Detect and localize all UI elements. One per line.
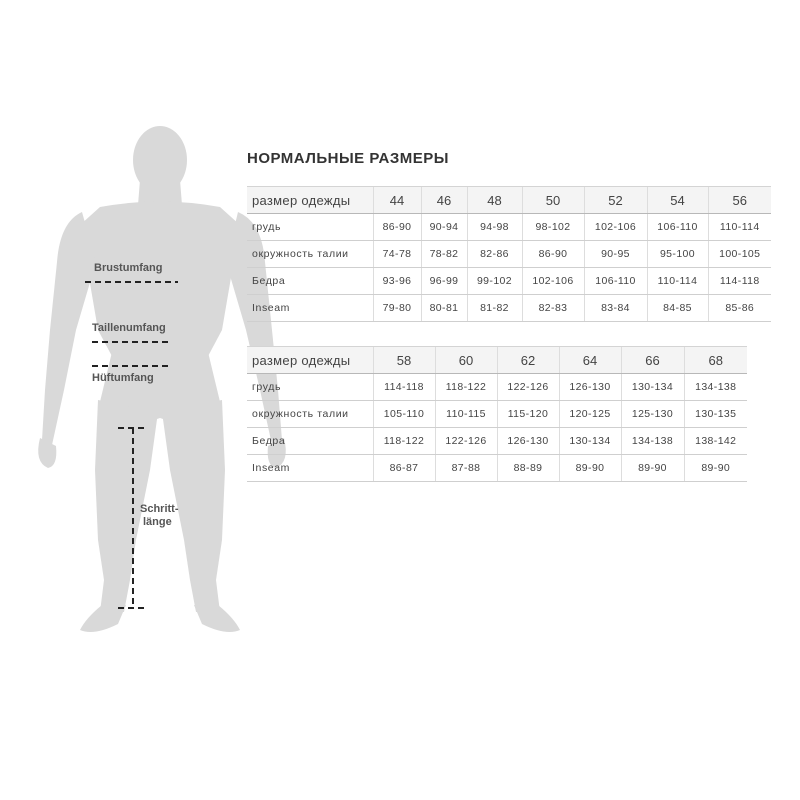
row-label: Inseam bbox=[247, 295, 373, 322]
value-cell: 102-106 bbox=[584, 214, 647, 241]
value-cell: 130-134 bbox=[559, 428, 621, 455]
value-cell: 79-80 bbox=[373, 295, 421, 322]
value-cell: 78-82 bbox=[421, 241, 467, 268]
value-cell: 125-130 bbox=[621, 401, 684, 428]
table-row bbox=[247, 268, 771, 295]
table-row bbox=[247, 187, 771, 214]
value-cell: 87-88 bbox=[435, 455, 497, 482]
size-cell: 52 bbox=[584, 187, 647, 214]
value-cell: 90-95 bbox=[584, 241, 647, 268]
table-row bbox=[247, 374, 747, 401]
size-cell: 48 bbox=[467, 187, 522, 214]
label-waist: Taillenumfang bbox=[92, 322, 166, 334]
value-cell: 102-106 bbox=[522, 268, 584, 295]
value-cell: 120-125 bbox=[559, 401, 621, 428]
value-cell: 96-99 bbox=[421, 268, 467, 295]
size-cell: 46 bbox=[421, 187, 467, 214]
value-cell: 95-100 bbox=[647, 241, 708, 268]
table-row bbox=[247, 347, 747, 374]
value-cell: 94-98 bbox=[467, 214, 522, 241]
value-cell: 86-87 bbox=[373, 455, 435, 482]
size-cell: 60 bbox=[435, 347, 497, 374]
value-cell: 89-90 bbox=[559, 455, 621, 482]
value-cell: 122-126 bbox=[435, 428, 497, 455]
value-cell: 74-78 bbox=[373, 241, 421, 268]
value-cell: 80-81 bbox=[421, 295, 467, 322]
value-cell: 89-90 bbox=[684, 455, 747, 482]
size-table-1 bbox=[247, 186, 771, 322]
row-label: Inseam bbox=[247, 455, 373, 482]
value-cell: 106-110 bbox=[584, 268, 647, 295]
value-cell: 106-110 bbox=[647, 214, 708, 241]
value-cell: 84-85 bbox=[647, 295, 708, 322]
value-cell: 118-122 bbox=[435, 374, 497, 401]
table-row bbox=[247, 214, 771, 241]
value-cell: 93-96 bbox=[373, 268, 421, 295]
size-cell: 56 bbox=[708, 187, 771, 214]
size-cell: 50 bbox=[522, 187, 584, 214]
value-cell: 122-126 bbox=[497, 374, 559, 401]
table-row bbox=[247, 428, 747, 455]
row-label: грудь bbox=[247, 214, 373, 241]
size-table-2 bbox=[247, 346, 747, 482]
size-cell: 64 bbox=[559, 347, 621, 374]
header-label: размер одежды bbox=[247, 187, 373, 214]
table-row bbox=[247, 401, 747, 428]
value-cell: 130-134 bbox=[621, 374, 684, 401]
value-cell: 83-84 bbox=[584, 295, 647, 322]
size-cell: 62 bbox=[497, 347, 559, 374]
value-cell: 85-86 bbox=[708, 295, 771, 322]
value-cell: 86-90 bbox=[522, 241, 584, 268]
value-cell: 126-130 bbox=[497, 428, 559, 455]
value-cell: 126-130 bbox=[559, 374, 621, 401]
value-cell: 105-110 bbox=[373, 401, 435, 428]
row-label: окружность талии bbox=[247, 401, 373, 428]
value-cell: 88-89 bbox=[497, 455, 559, 482]
value-cell: 114-118 bbox=[708, 268, 771, 295]
label-inseam-2: länge bbox=[143, 516, 172, 528]
value-cell: 90-94 bbox=[421, 214, 467, 241]
value-cell: 110-114 bbox=[647, 268, 708, 295]
size-cell: 58 bbox=[373, 347, 435, 374]
value-cell: 98-102 bbox=[522, 214, 584, 241]
value-cell: 134-138 bbox=[684, 374, 747, 401]
header-label: размер одежды bbox=[247, 347, 373, 374]
table-row bbox=[247, 455, 747, 482]
value-cell: 81-82 bbox=[467, 295, 522, 322]
value-cell: 89-90 bbox=[621, 455, 684, 482]
row-label: окружность талии bbox=[247, 241, 373, 268]
value-cell: 115-120 bbox=[497, 401, 559, 428]
value-cell: 130-135 bbox=[684, 401, 747, 428]
value-cell: 114-118 bbox=[373, 374, 435, 401]
page-title: НОРМАЛЬНЫЕ РАЗМЕРЫ bbox=[247, 150, 449, 167]
value-cell: 110-114 bbox=[708, 214, 771, 241]
size-cell: 44 bbox=[373, 187, 421, 214]
label-chest: Brustumfang bbox=[94, 262, 163, 274]
size-cell: 54 bbox=[647, 187, 708, 214]
row-label: Бедра bbox=[247, 428, 373, 455]
label-inseam-1: Schritt- bbox=[140, 503, 179, 515]
value-cell: 82-83 bbox=[522, 295, 584, 322]
value-cell: 99-102 bbox=[467, 268, 522, 295]
value-cell: 110-115 bbox=[435, 401, 497, 428]
row-label: Бедра bbox=[247, 268, 373, 295]
row-label: грудь bbox=[247, 374, 373, 401]
value-cell: 100-105 bbox=[708, 241, 771, 268]
value-cell: 82-86 bbox=[467, 241, 522, 268]
value-cell: 118-122 bbox=[373, 428, 435, 455]
table-row bbox=[247, 295, 771, 322]
value-cell: 134-138 bbox=[621, 428, 684, 455]
table-row bbox=[247, 241, 771, 268]
value-cell: 138-142 bbox=[684, 428, 747, 455]
size-cell: 68 bbox=[684, 347, 747, 374]
size-cell: 66 bbox=[621, 347, 684, 374]
label-hip: Hüftumfang bbox=[92, 372, 154, 384]
value-cell: 86-90 bbox=[373, 214, 421, 241]
